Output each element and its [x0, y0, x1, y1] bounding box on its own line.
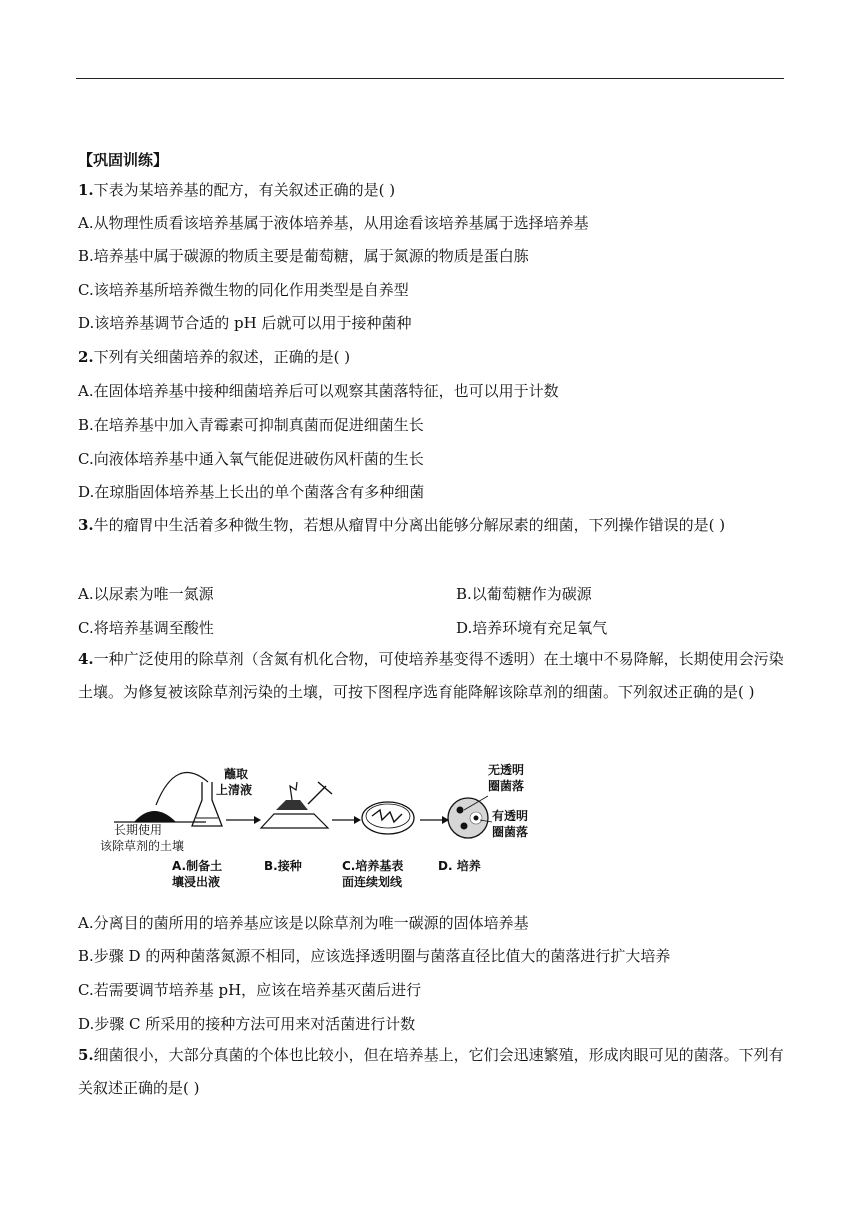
colony-no-halo	[461, 823, 468, 830]
question-3-stem	[78, 509, 784, 542]
colony-with-halo	[474, 816, 479, 821]
question-number: 1.	[78, 181, 94, 199]
q3-options-row-2	[78, 618, 608, 638]
q4-option-d: D.步骤 C 所采用的接种方法可用来对活菌进行计数	[78, 1015, 416, 1033]
petri-dish-icon	[362, 802, 414, 834]
q1-option-b: B.培养基中属于碳源的物质主要是葡萄糖，属于氮源的物质是蛋白胨	[78, 247, 529, 265]
question-number: 5.	[78, 1046, 94, 1064]
question-number: 2.	[78, 348, 94, 366]
colony-none-label-2: 圈菌落	[488, 779, 525, 793]
question-text: 牛的瘤胃中生活着多种微生物，若想从瘤胃中分离出能够分解尿素的细菌，下列操作错误的是( )	[93, 516, 726, 534]
streak-line	[372, 810, 402, 822]
question-text: 下列有关细菌培养的叙述，正确的是( )	[93, 348, 351, 366]
step-c-label-2: 面连续划线	[342, 875, 403, 889]
step-d-label: D. 培养	[438, 859, 481, 873]
section-title: 【巩固训练】	[78, 151, 169, 169]
q3-options-row-1	[78, 584, 592, 604]
q4-option-c: C.若需要调节培养基 pH，应该在培养基灭菌后进行	[78, 981, 422, 999]
q2-option-c: C.向液体培养基中通入氧气能促进破伤风杆菌的生长	[78, 450, 424, 468]
colony-no-halo	[457, 807, 464, 814]
soil-label-1: 长期使用	[114, 823, 163, 837]
question-text: 下表为某培养基的配方，有关叙述正确的是( )	[93, 181, 396, 199]
q2-option-d: D.在琼脂固体培养基上长出的单个菌落含有多种细菌	[78, 483, 425, 501]
soil-mound-icon	[134, 811, 176, 822]
colony-has-label-2: 圈菌落	[492, 825, 529, 839]
question-1-stem	[78, 180, 395, 200]
arrow-a-b-head	[254, 816, 261, 824]
colony-none-label-1: 无透明	[488, 763, 525, 777]
q1-option-a: A.从物理性质看该培养基属于液体培养基，从用途看该培养基属于选择培养基	[78, 214, 589, 232]
q4-option-b: B.步骤 D 的两种菌落氮源不相同，应该选择透明圈与菌落直径比值大的菌落进行扩大培养	[78, 947, 671, 965]
step-b-label: B.接种	[264, 859, 302, 873]
q2-option-a: A.在固体培养基中接种细菌培养后可以观察其菌落特征，也可以用于计数	[78, 382, 559, 400]
arrow-b-c-head	[354, 816, 361, 824]
soil-label-2: 该除草剂的土壤	[100, 839, 185, 853]
question-number: 3.	[78, 516, 94, 534]
flame-icon	[290, 782, 297, 800]
dip-label-1: 蘸取	[224, 767, 249, 781]
q4-option-a: A.分离目的菌所用的培养基应该是以除草剂为唯一碳源的固体培养基	[78, 914, 529, 932]
inoculation-loop-icon	[308, 782, 332, 804]
inoculation-stand-icon	[261, 814, 328, 828]
burner-icon	[276, 800, 308, 810]
step-c-label-1: C.培养基表	[342, 859, 404, 873]
question-text: 细菌很小，大部分真菌的个体也比较小，但在培养基上，它们会迅速繁殖，形成肉眼可见的菌落。下列有关叙述正确的是( )	[78, 1046, 784, 1097]
q3-option-b: B.以葡萄糖作为碳源	[456, 585, 592, 603]
dip-label-2: 上清液	[216, 783, 253, 797]
question-text: 一种广泛使用的除草剂（含氮有机化合物，可使培养基变得不透明）在土壤中不易降解，长期使用会污染土壤。为修复被该除草剂污染的土壤，可按下图程序选育能降解该除草剂的细菌。下列叙述正确的是( )	[78, 650, 784, 701]
q2-option-b: B.在培养基中加入青霉素可抑制真菌而促进细菌生长	[78, 416, 424, 434]
question-4-stem	[78, 643, 784, 709]
q1-option-d: D.该培养基调节合适的 pH 后就可以用于接种菌种	[78, 314, 412, 332]
question-2-stem	[78, 347, 350, 367]
header-rule	[76, 78, 784, 79]
q1-option-c: C.该培养基所培养微生物的同化作用类型是自养型	[78, 281, 409, 299]
step-a-label-2: 壤浸出液	[172, 875, 221, 889]
q3-option-a: A.以尿素为唯一氮源	[78, 585, 214, 603]
question-number: 4.	[78, 650, 94, 668]
question-5-stem	[78, 1039, 784, 1105]
transfer-arc	[156, 773, 208, 805]
step-a-label-1: A.制备土	[172, 859, 223, 873]
experiment-procedure-figure	[96, 760, 536, 895]
q3-option-c: C.将培养基调至酸性	[78, 619, 214, 637]
q3-option-d: D.培养环境有充足氧气	[456, 619, 608, 637]
colony-has-label-1: 有透明	[492, 809, 529, 823]
